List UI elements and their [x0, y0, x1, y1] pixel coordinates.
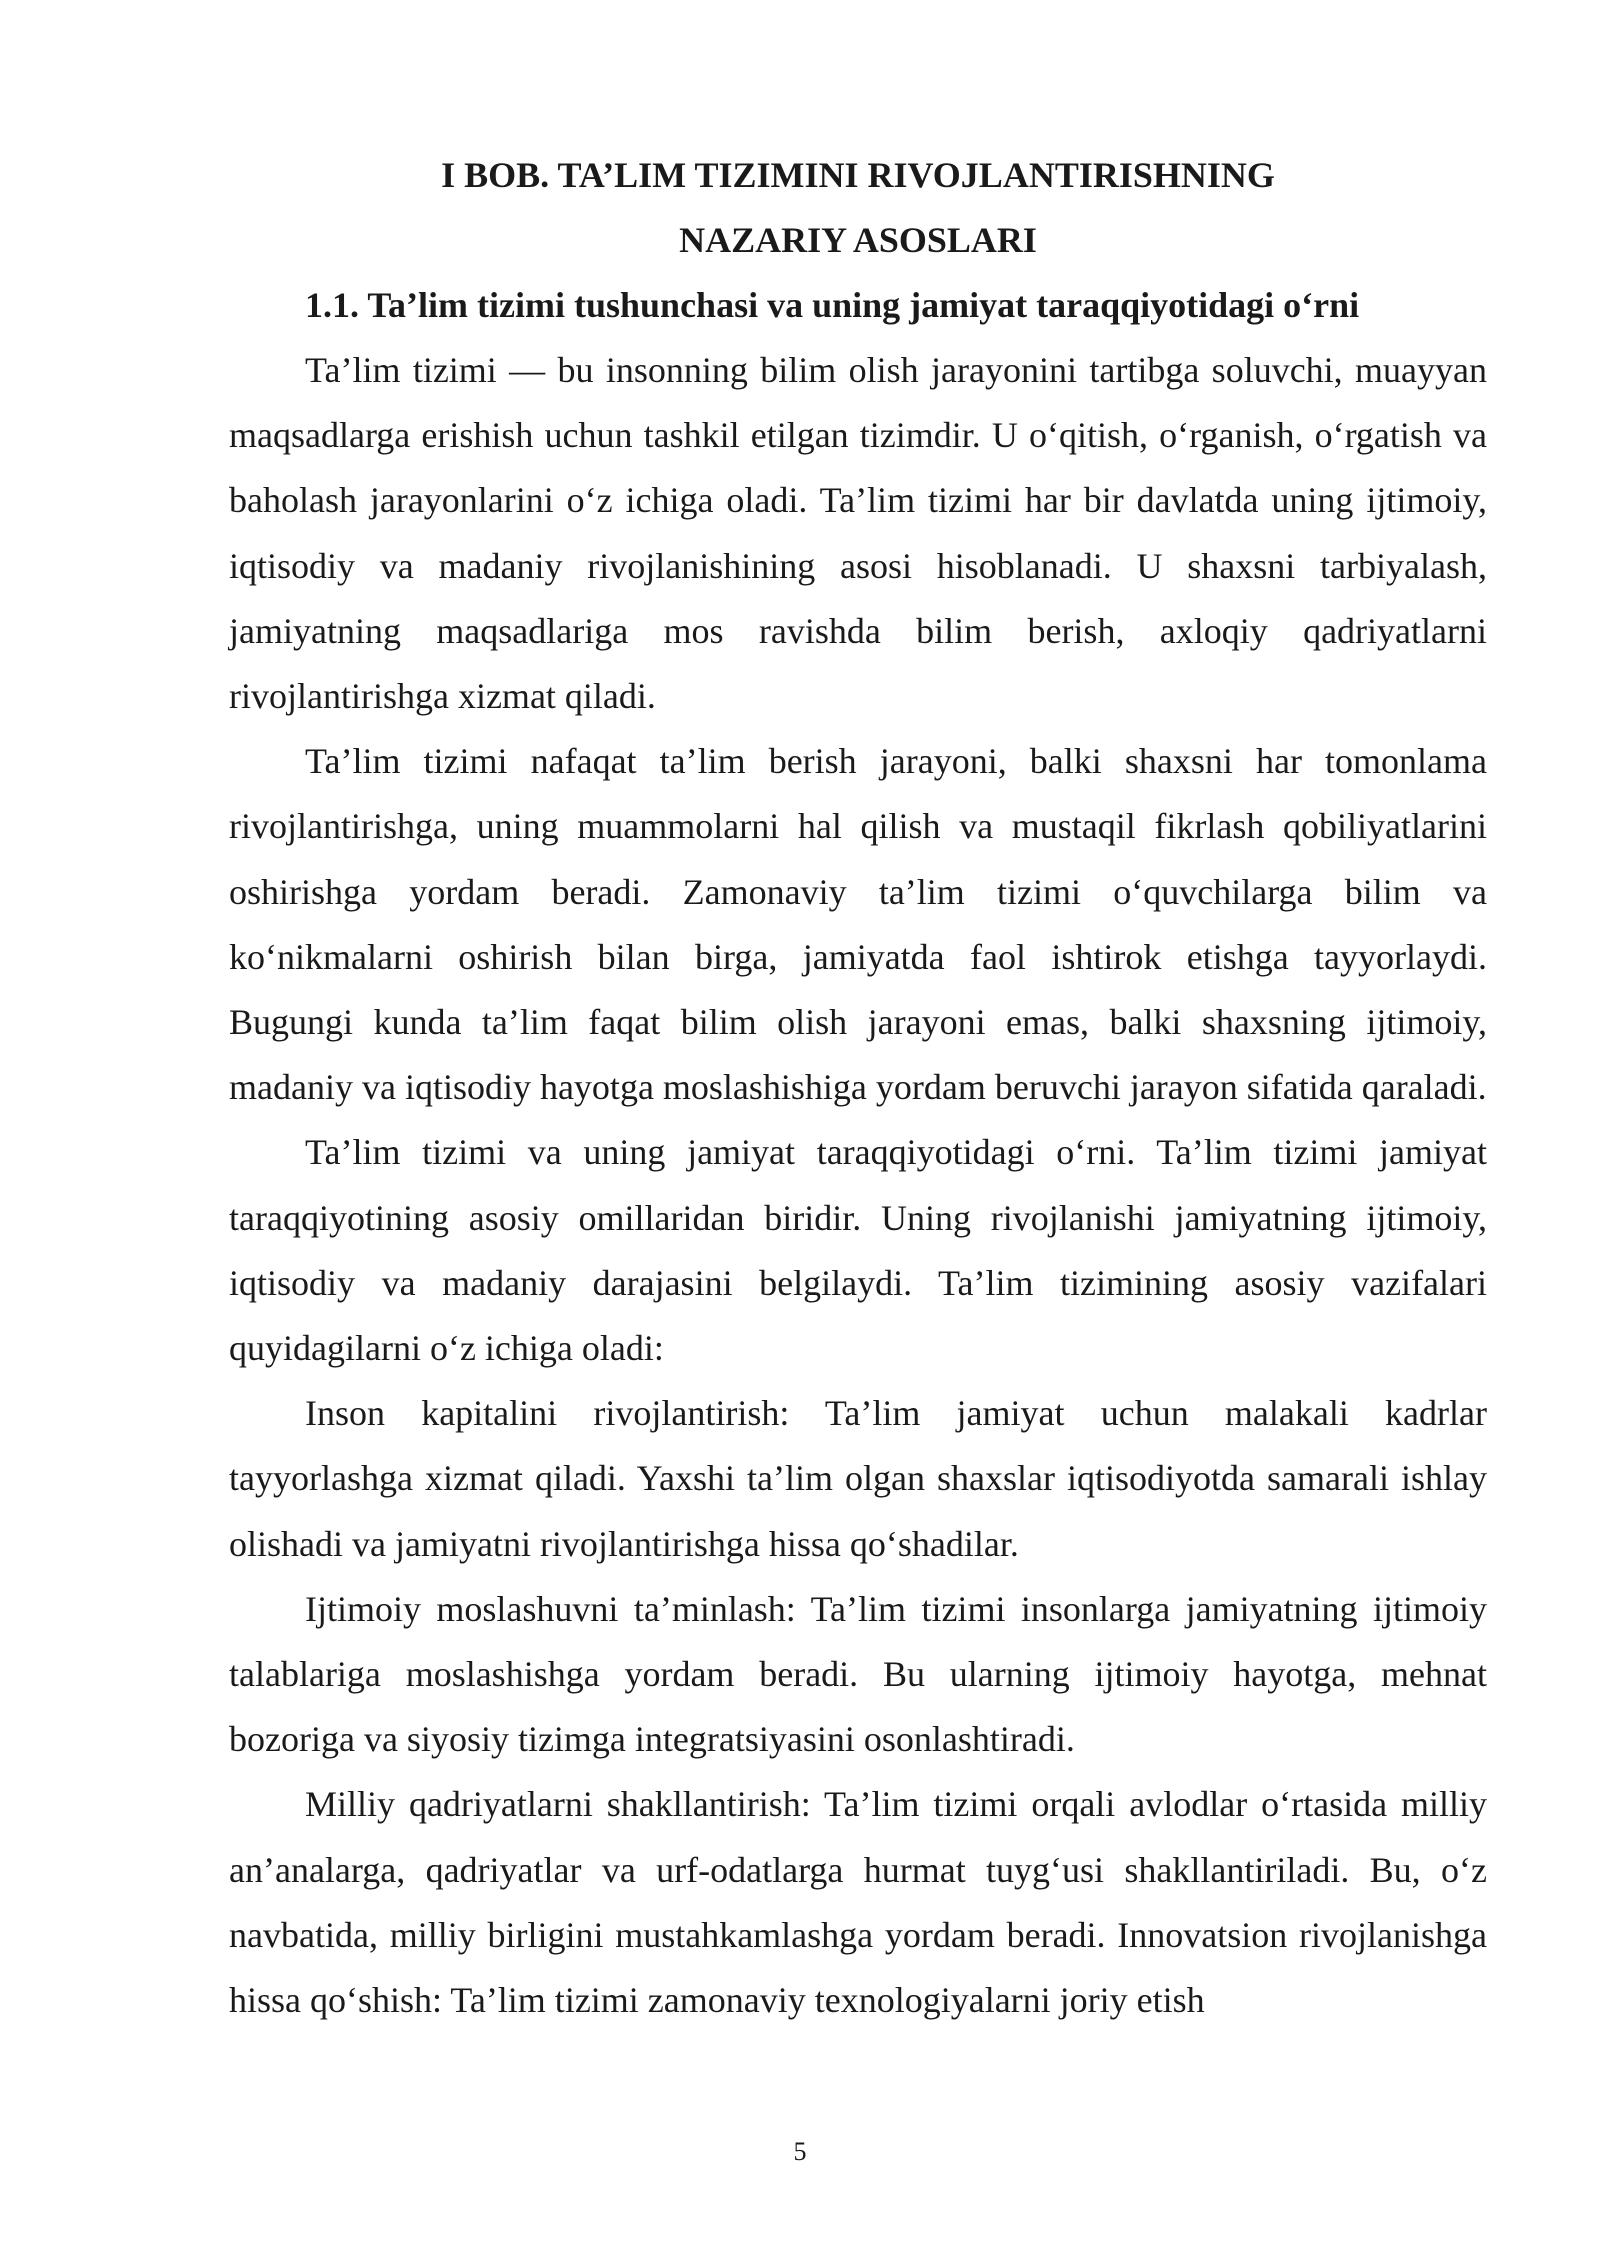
page-number: 5	[793, 2137, 807, 2166]
chapter-title: I BOB. TA’LIM TIZIMINI RIVOJLANTIRISHNING NAZARIY ASOSLARI	[441, 155, 1275, 260]
paragraph-5: Ijtimoiy moslashuvni ta’minlash: Ta’lim tizimi insonlarga jamiyatning ijtimoiy talablariga moslashishga yordam beradi. Bu ularning ijtimoiy hayotga, mehnat bozoriga va siyosiy tizimga integratsiyasini osonlashtiradi.	[229, 1588, 1487, 1760]
paragraph-4: Inson kapitalini rivojlantirish: Ta’lim jamiyat uchun malakali kadrlar tayyorlashga xizmat qiladi. Yaxshi ta’lim olgan shaxslar iqtisodiyotda samarali ishlay olishadi va jamiyatni rivojlantirishga hissa qo‘shadilar.	[229, 1393, 1487, 1564]
page-content	[229, 143, 1487, 2033]
paragraph-2: Ta’lim tizimi nafaqat ta’lim berish jarayoni, balki shaxsni har tomonlama rivojlantirishga, uning muammolarni hal qilish va mustaqil fikrlash qobiliyatlarini oshirishga yordam beradi. Zamonaviy ta’lim tizimi o‘quvchilarga bilim va ko‘nikmalarni oshirish bilan birga, jamiyatda faol ishtirok etishga tayyorlaydi. Bugungi kunda ta’lim faqat bilim olish jarayoni emas, balki shaxsning ijtimoiy, madaniy va iqtisodiy hayotga moslashishiga yordam beruvchi jarayon sifatida qaraladi.	[229, 741, 1487, 1108]
paragraph-6: Milliy qadriyatlarni shakllantirish: Ta’lim tizimi orqali avlodlar o‘rtasida milliy an’analarga, qadriyatlar va urf-odatlarga hurmat tuyg‘usi shakllantiriladi. Bu, o‘z navbatida, milliy birligini mustahkamlashga yordam beradi. Innovatsion rivojlanishga hissa qo‘shish: Ta’lim tizimi zamonaviy texnologiyalarni joriy etish	[229, 1784, 1487, 2021]
paragraph-1: Ta’lim tizimi — bu insonning bilim olish jarayonini tartibga soluvchi, muayyan maqsadlarga erishish uchun tashkil etilgan tizimdir. U o‘qitish, o‘rganish, o‘rgatish va baholash jarayonlarini o‘z ichiga oladi. Ta’lim tizimi har bir davlatda uning ijtimoiy, iqtisodiy va madaniy rivojlanishining asosi hisoblanadi. U shaxsni tarbiyalash, jamiyatning maqsadlariga mos ravishda bilim berish, axloqiy qadriyatlarni rivojlantirishga xizmat qiladi.	[229, 350, 1487, 717]
paragraph-3: Ta’lim tizimi va uning jamiyat taraqqiyotidagi o‘rni. Ta’lim tizimi jamiyat taraqqiyotining asosiy omillaridan biridir. Uning rivojlanishi jamiyatning ijtimoiy, iqtisodiy va madaniy darajasini belgilaydi. Ta’lim tizimining asosiy vazifalari quyidagilarni o‘z ichiga oladi:	[229, 1132, 1487, 1369]
section-title: 1.1. Ta’lim tizimi tushunchasi va uning jamiyat taraqqiyotidagi o‘rni	[305, 285, 1360, 325]
